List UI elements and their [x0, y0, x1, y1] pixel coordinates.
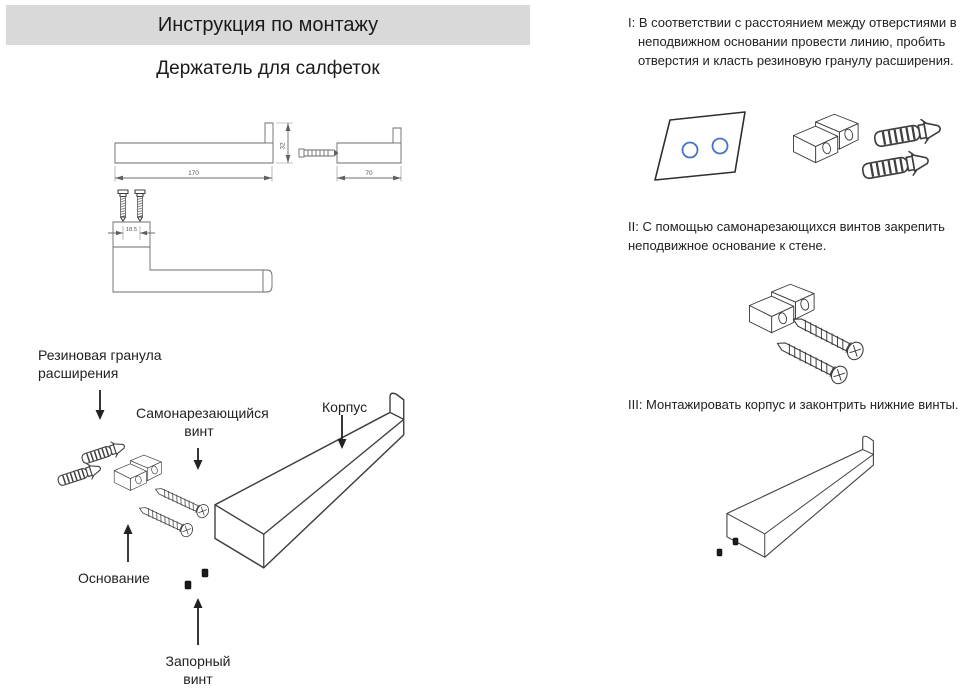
- step-1-illustration: [645, 100, 950, 205]
- drill-hole-icon: [713, 139, 728, 154]
- set-screw-icon: [202, 569, 208, 577]
- dim-depth-value: 70: [365, 170, 373, 177]
- body-illustration: [727, 436, 873, 557]
- drill-hole-icon: [683, 143, 698, 158]
- step-2-text: II: С помощью самонарезающихся винтов закрепить неподвижное основание к стене.: [628, 219, 945, 253]
- base-block-illustration: [794, 114, 859, 162]
- dowel-anchor-icon: [861, 149, 930, 184]
- step-3-text: III: Монтажировать корпус и законтрить нижние винты.: [628, 397, 959, 412]
- step-1-text: I: В соответствии с расстоянием между отверстиями в неподвижном основании провести линию, пробить отверстия и класть резиновую гранулу расширения.: [628, 15, 957, 68]
- header-bar: [6, 5, 530, 45]
- body-front-view: [108, 190, 272, 292]
- label-anchor: Резиновая гранула расширения: [38, 347, 162, 382]
- screw-front-view-icon: [118, 190, 128, 221]
- page-title: Инструкция по монтажу: [157, 13, 379, 36]
- set-screw-icon: [717, 549, 722, 556]
- dimension-height: [276, 123, 293, 163]
- screw-front-view-icon: [135, 190, 145, 221]
- dowel-anchor-icon: [80, 438, 127, 467]
- dowel-anchor-icon: [873, 117, 942, 152]
- body-side-view: [115, 123, 273, 163]
- label-base: Основание: [78, 570, 150, 586]
- wall-plate-illustration: [655, 112, 745, 180]
- dim-length-value: 170: [188, 170, 199, 177]
- dim-hole-spacing-value: 18.5: [126, 227, 137, 233]
- label-screw: Самонарезающийся винт: [136, 405, 269, 440]
- dimension-depth: [337, 166, 401, 182]
- set-screw-icon: [733, 538, 738, 545]
- base-block-illustration: [114, 455, 161, 490]
- step-3-illustration: [690, 428, 940, 586]
- dim-height-value: 32: [279, 142, 287, 150]
- screw-icon: [137, 502, 195, 539]
- label-body: Корпус: [322, 399, 368, 415]
- set-screw-icon: [185, 581, 191, 589]
- technical-drawing: [35, 110, 535, 330]
- body-end-view: [299, 128, 401, 163]
- dowel-anchor-icon: [56, 460, 103, 489]
- screw-icon: [153, 483, 211, 520]
- product-title: Держатель для салфеток: [156, 58, 380, 79]
- step-2-illustration: [735, 272, 910, 390]
- dimension-length: [115, 166, 272, 182]
- label-set-screw: Запорный винт: [165, 653, 231, 688]
